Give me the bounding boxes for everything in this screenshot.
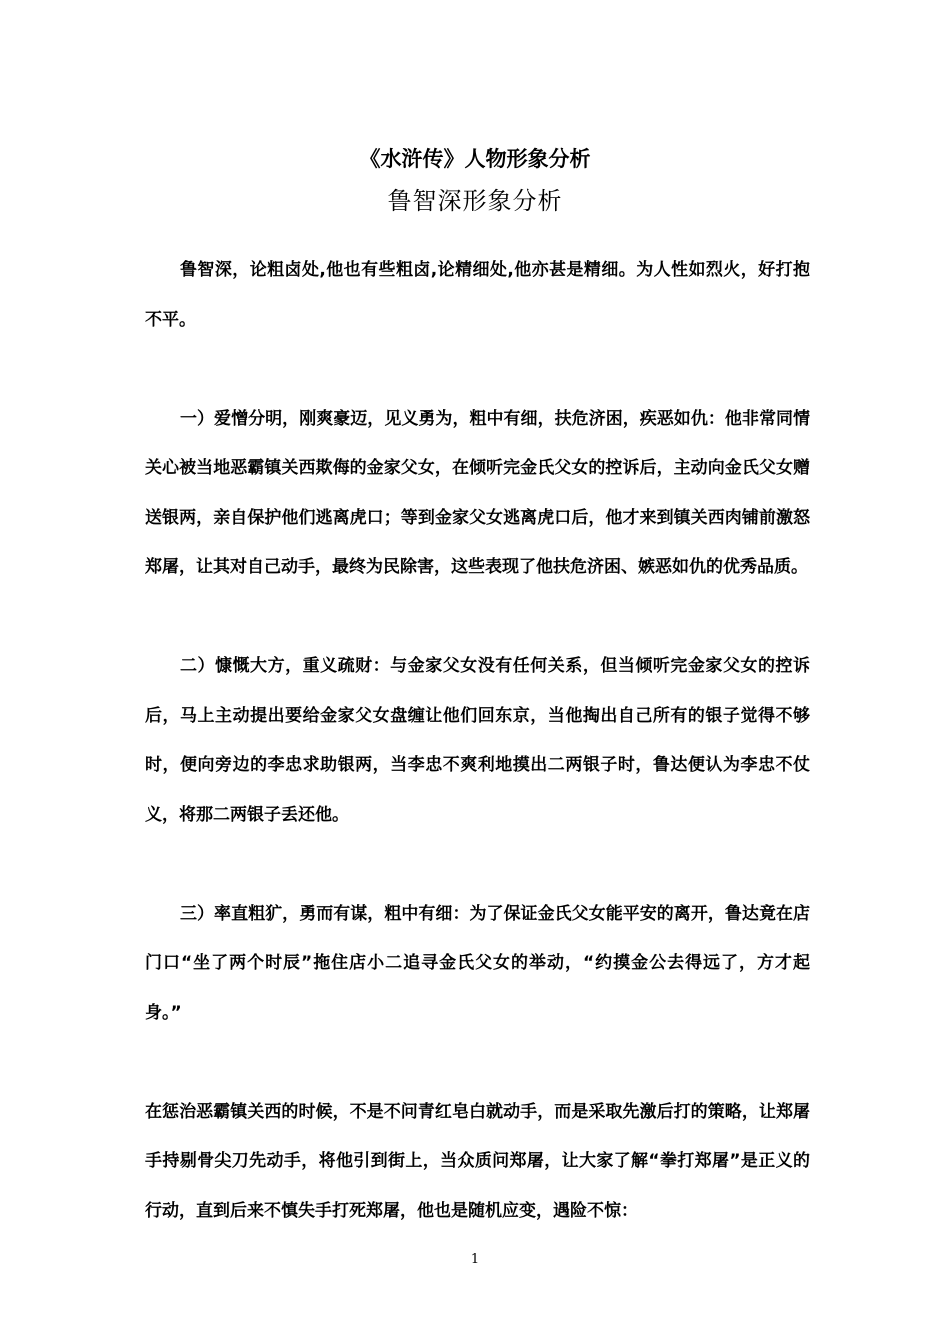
paragraph-intro: 鲁智深，论粗卤处,他也有些粗卤,论精细处,他亦甚是精细。为人性如烈火，好打抱不平。 (145, 260, 810, 330)
page-number: 1 (470, 1252, 480, 1267)
paragraph-gap (145, 1038, 810, 1088)
paragraph-point-three: 三）率直粗犷，勇而有谋，粗中有细：为了保证金氏父女能平安的离开，鲁达竟在店门口“坐了两个时辰”拖住店小二追寻金氏父女的举动，“约摸金公去得远了，方才起身。” (145, 903, 810, 1023)
paragraph-point-two: 二）慷慨大方，重义疏财：与金家父女没有任何关系，但当倾听完金家父女的控诉后，马上主动提出要给金家父女盘缠让他们回东京，当他掏出自己所有的银子觉得不够时，便向旁边的李忠求助银两，当李忠不爽利地摸出二两银子时，鲁达便认为李忠不仗义，将那二两银子丢还他。 (145, 656, 810, 825)
paragraph-gap (145, 345, 810, 395)
paragraph-point-one: 一）爱憎分明，刚爽豪迈，见义勇为，粗中有细，扶危济困，疾恶如仇：他非常同情关心被当地恶霸镇关西欺侮的金家父女，在倾听完金氏父女的控诉后，主动向金氏父女赠送银两，亲自保护他们逃离虎口；等到金家父女逃离虎口后，他才来到镇关西肉铺前激怒郑屠，让其对自己动手，最终为民除害，这些表现了他扶危济困、嫉恶如仇的优秀品质。 (145, 408, 810, 577)
document-subtitle: 鲁智深形象分析 (387, 187, 563, 215)
paragraph-gap (145, 593, 810, 643)
paragraph-gap (145, 840, 810, 890)
document-title: 《水浒传》人物形象分析 (359, 147, 591, 171)
document-body (145, 246, 810, 1236)
paragraph-continuation: 在惩治恶霸镇关西的时候，不是不问青红皂白就动手，而是采取先激后打的策略，让郑屠手持剔骨尖刀先动手，将他引到街上，当众质问郑屠，让大家了解“拳打郑屠”是正义的行动，直到后来不慎失手打死郑屠，他也是随机应变，遇险不惊： (145, 1101, 810, 1221)
